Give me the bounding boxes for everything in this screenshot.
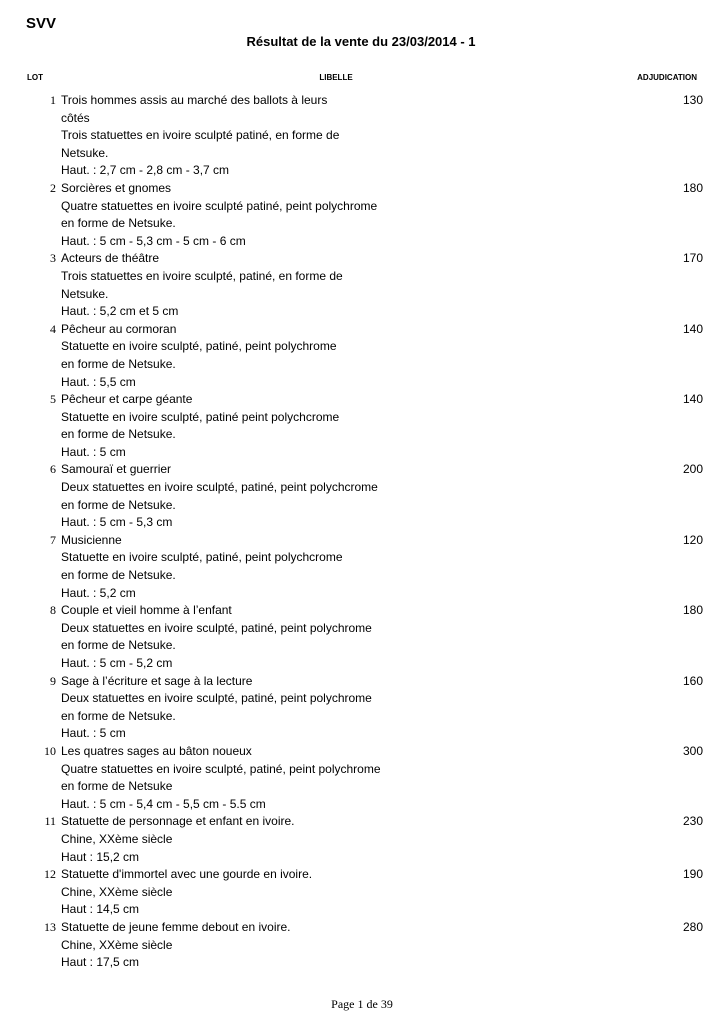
lot-description-line: Statuette en ivoire sculpté, patiné peint polychcrome xyxy=(61,409,340,424)
lot-title: Samouraï et guerrier xyxy=(61,462,172,477)
lot-row xyxy=(0,866,724,919)
lot-price: 140 xyxy=(682,392,703,407)
lot-description-line: Statuette en ivoire sculpté, patiné, peint polychcrome xyxy=(61,550,343,565)
lot-number: 13 xyxy=(44,919,56,934)
lot-description xyxy=(61,92,401,180)
lot-description-line: en forme de Netsuke xyxy=(61,779,173,794)
lot-list xyxy=(0,92,724,972)
page-footer: Page 1 de 39 xyxy=(331,997,393,1011)
lot-price: 200 xyxy=(682,462,703,477)
lot-description-line: en forme de Netsuke. xyxy=(61,356,176,371)
lot-row xyxy=(0,92,724,180)
lot-price: 120 xyxy=(682,532,703,547)
lot-number: 11 xyxy=(44,814,56,829)
lot-description-line: Netsuke. xyxy=(61,286,109,301)
lot-description xyxy=(61,919,401,972)
lot-description-line: Haut. : 5 cm xyxy=(61,726,126,741)
lot-price: 190 xyxy=(682,867,703,882)
lot-price: 160 xyxy=(682,673,703,688)
lot-number: 12 xyxy=(44,867,56,882)
lot-description xyxy=(61,743,401,813)
lot-title: Statuette d'immortel avec une gourde en ivoire. xyxy=(61,867,313,882)
lot-description xyxy=(61,250,401,320)
lot-title: Musicienne xyxy=(61,532,122,547)
lot-title: Sage à l’écriture et sage à la lecture xyxy=(61,673,253,688)
lot-description-line: Statuette en ivoire sculpté, patiné, peint polychrome xyxy=(61,339,337,354)
lot-row xyxy=(0,673,724,743)
lot-number: 2 xyxy=(50,180,56,195)
lot-description-line: en forme de Netsuke. xyxy=(61,216,176,231)
column-header-lot: LOT xyxy=(27,73,43,82)
lot-description-line: Chine, XXème siècle xyxy=(61,884,173,899)
lot-title: Les quatres sages au bâton noueux xyxy=(61,743,252,758)
lot-row xyxy=(0,461,724,531)
lot-description-line: Haut : 17,5 cm xyxy=(61,955,140,970)
lot-description-line: Haut. : 5 cm - 5,3 cm xyxy=(61,515,173,530)
lot-description-line: Quatre statuettes en ivoire sculpté patiné, peint polychrome xyxy=(61,198,378,213)
lot-description-line: Haut. : 5 cm - 5,3 cm - 5 cm - 6 cm xyxy=(61,233,246,248)
column-header-label-text: LIBELLE xyxy=(319,73,353,82)
lot-number: 3 xyxy=(50,251,56,266)
lot-title: Trois hommes assis au marché des ballots à leurs xyxy=(61,93,328,107)
lot-row xyxy=(0,532,724,602)
lot-number: 5 xyxy=(50,392,56,407)
lot-description-line: Chine, XXème siècle xyxy=(61,831,173,846)
page-title xyxy=(0,34,724,49)
lot-title: Statuette de jeune femme debout en ivoire. xyxy=(61,919,291,934)
lot-description-line: en forme de Netsuke. xyxy=(61,708,176,723)
lot-price: 180 xyxy=(682,180,703,195)
lot-description-line: Haut. : 2,7 cm - 2,8 cm - 3,7 cm xyxy=(61,163,230,178)
lot-description-line: Haut : 14,5 cm xyxy=(61,902,140,917)
lot-description xyxy=(61,321,401,391)
lot-row xyxy=(0,919,724,972)
lot-title: Sorcières et gnomes xyxy=(61,180,172,195)
lot-title: Acteurs de théâtre xyxy=(61,251,160,266)
lot-description xyxy=(61,461,401,531)
lot-description xyxy=(61,673,401,743)
lot-description-line: Haut. : 5 cm - 5,4 cm - 5,5 cm - 5.5 cm xyxy=(61,796,266,811)
lot-description-line: Deux statuettes en ivoire sculpté, patiné, peint polychrome xyxy=(61,691,372,706)
lot-description-line: Trois statuettes en ivoire sculpté patiné, en forme de xyxy=(61,128,340,143)
lot-description xyxy=(61,866,401,919)
lot-title: Statuette de personnage et enfant en ivoire. xyxy=(61,814,295,829)
lot-row xyxy=(0,743,724,813)
lot-description xyxy=(61,813,401,866)
lot-row xyxy=(0,602,724,672)
lot-number: 9 xyxy=(50,673,56,688)
lot-price: 180 xyxy=(682,603,703,618)
lot-description-line: en forme de Netsuke. xyxy=(61,638,176,653)
lot-price: 140 xyxy=(682,321,703,336)
lot-title: Couple et vieil homme à l’enfant xyxy=(61,603,232,618)
lot-row xyxy=(0,813,724,866)
lot-description-line: Haut. : 5 cm - 5,2 cm xyxy=(61,656,173,670)
lot-description-line: en forme de Netsuke. xyxy=(61,568,176,583)
org-name: SVV xyxy=(26,15,57,32)
lot-description-line: Deux statuettes en ivoire sculpté, patiné, peint polychrome xyxy=(61,620,372,635)
lot-description-line: Haut. : 5 cm xyxy=(61,444,126,459)
lot-price: 230 xyxy=(682,814,703,829)
lot-number: 8 xyxy=(50,603,56,618)
lot-number: 10 xyxy=(44,743,56,758)
page-title-text: Résultat de la vente du 23/03/2014 - 1 xyxy=(246,34,476,49)
lot-number: 6 xyxy=(50,462,56,477)
lot-description-line: Haut. : 5,2 cm xyxy=(61,585,136,600)
lot-description-line: en forme de Netsuke. xyxy=(61,427,176,442)
lot-description-line: Haut : 15,2 cm xyxy=(61,849,140,864)
lot-row xyxy=(0,391,724,461)
lot-price: 130 xyxy=(682,93,703,107)
lot-description-line: Deux statuettes en ivoire sculpté, patiné, peint polychcrome xyxy=(61,480,378,495)
lot-row xyxy=(0,321,724,391)
lot-row xyxy=(0,180,724,250)
lot-description xyxy=(61,532,401,602)
column-header-label xyxy=(0,73,724,82)
lot-description-line: Haut. : 5,2 cm et 5 cm xyxy=(61,304,179,319)
column-header-price: ADJUDICATION xyxy=(637,73,697,82)
lot-price: 300 xyxy=(682,743,703,758)
lot-description-line: Trois statuettes en ivoire sculpté, patiné, en forme de xyxy=(61,268,343,283)
lot-description xyxy=(61,180,401,250)
lot-title: Pêcheur au cormoran xyxy=(61,321,177,336)
lot-description-line: Quatre statuettes en ivoire sculpté, patiné, peint polychrome xyxy=(61,761,381,776)
lot-description-line: Haut. : 5,5 cm xyxy=(61,374,136,389)
lot-description xyxy=(61,391,401,461)
lot-description-line: Chine, XXème siècle xyxy=(61,937,173,952)
lot-price: 170 xyxy=(682,251,703,266)
lot-row xyxy=(0,250,724,320)
lot-description-line: côtés xyxy=(61,110,90,125)
lot-number: 1 xyxy=(50,93,56,107)
lot-title: Pêcheur et carpe géante xyxy=(61,392,193,407)
lot-description xyxy=(61,602,401,672)
lot-price: 280 xyxy=(682,919,703,934)
lot-number: 4 xyxy=(50,321,56,336)
lot-description-line: en forme de Netsuke. xyxy=(61,497,176,512)
lot-description-line: Netsuke. xyxy=(61,145,109,160)
lot-number: 7 xyxy=(50,532,56,547)
